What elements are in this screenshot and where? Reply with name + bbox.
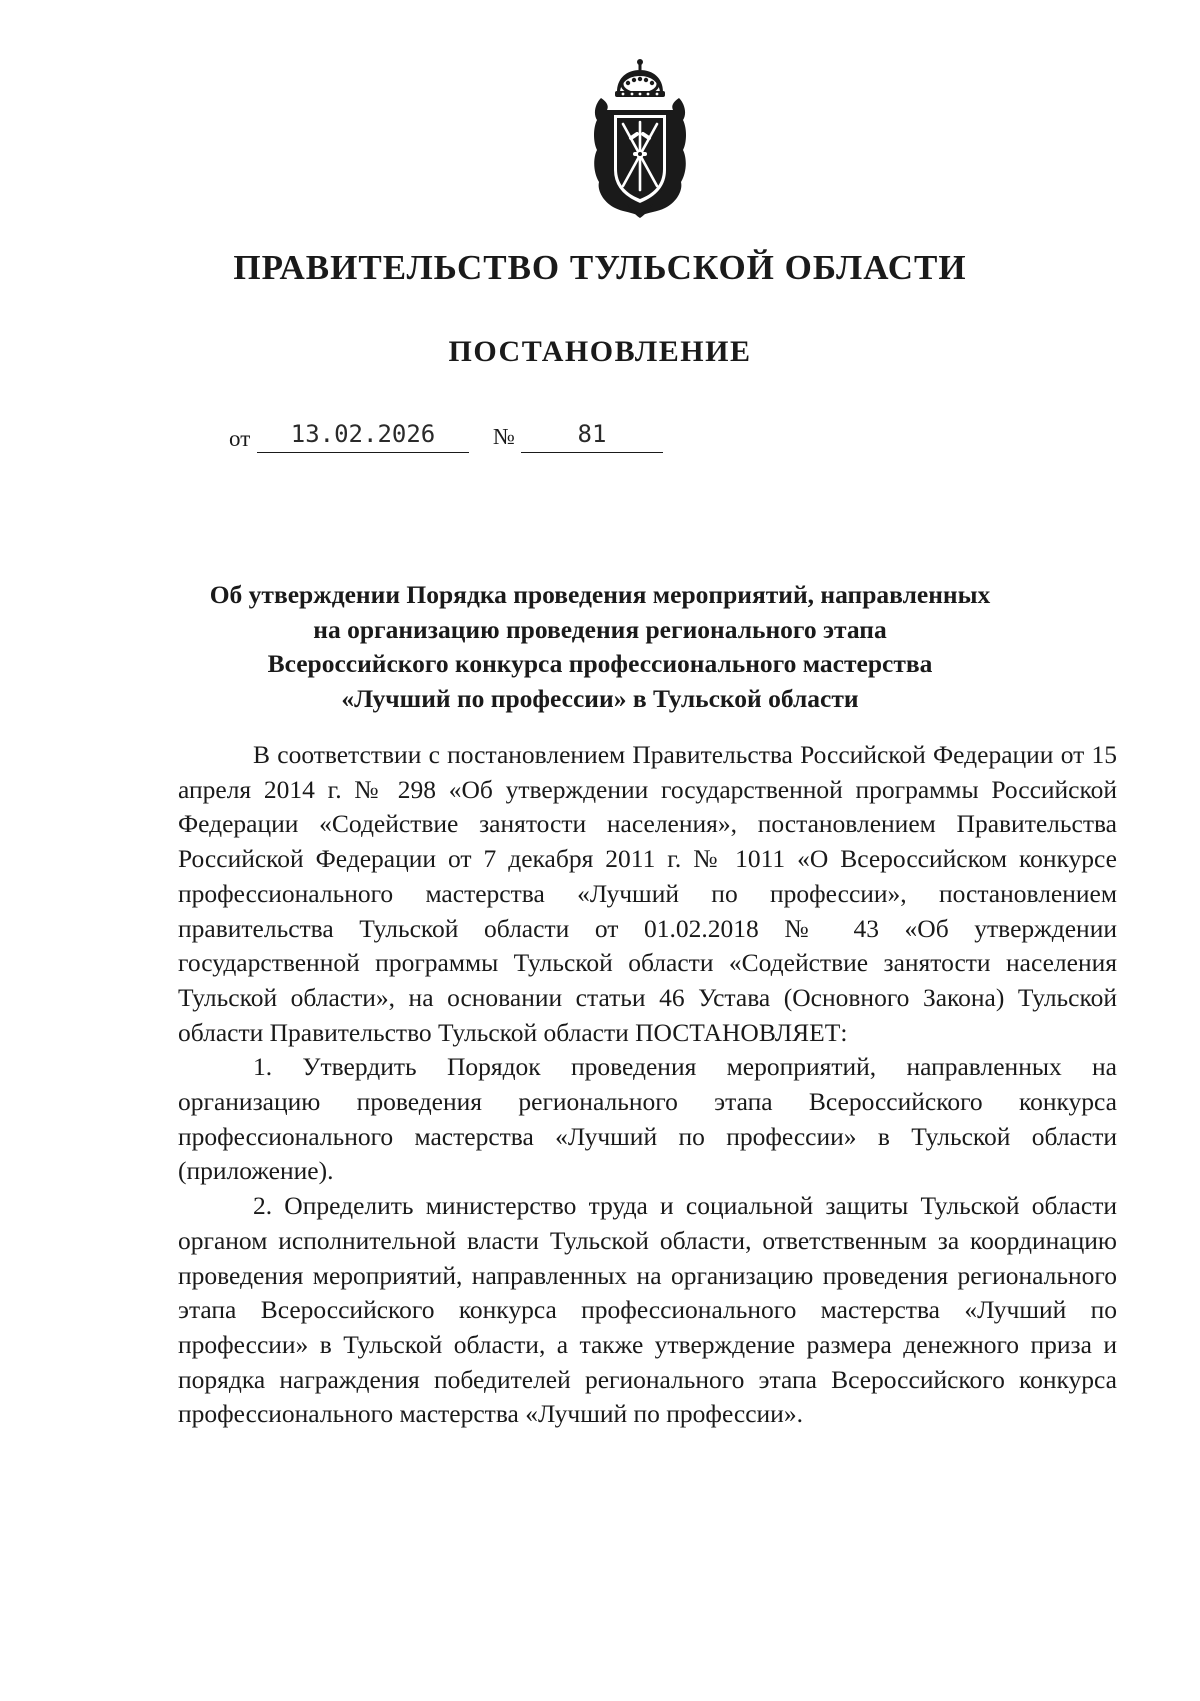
document-body bbox=[178, 738, 1117, 1432]
subject-line: на организацию проведения регионального этапа bbox=[313, 614, 887, 644]
date-label: от bbox=[229, 426, 251, 451]
coat-of-arms-icon bbox=[587, 58, 693, 218]
document-number: 81 bbox=[521, 420, 663, 453]
item-2-paragraph: 2. Определить министерство труда и социальной защиты Тульской области органом исполнительной власти Тульской области, ответственным за координацию проведения мероприятий, направленных на организацию проведения регионального этапа Всероссийского конкурса профессионального мастерства «Лучший по профессии» в Тульской области, а также утверждение размера денежного приза и порядка награждения победителей регионального этапа Всероссийского конкурса профессионального мастерства «Лучший по профессии». bbox=[178, 1191, 1117, 1429]
subject-line: Об утверждении Порядка проведения мероприятий, направленных bbox=[209, 580, 991, 609]
item-1-paragraph: 1. Утвердить Порядок проведения мероприятий, направленных на организацию проведения регионального этапа Всероссийского конкурса профессионального мастерства «Лучший по профессии» в Тульской области (приложение). bbox=[178, 1052, 1117, 1186]
preamble-paragraph: В соответствии с постановлением Правительства Российской Федерации от 15 апреля 2014 г. № 298 «Об утверждении государственной программы Российской Федерации «Содействие занятости населения», постановлением Правительства Российской Федерации от 7 декабря 2011 г. № 1011 «О Всероссийском конкурсе профессионального мастерства «Лучший по профессии», постановлением правительства Тульской области от 01.02.2018 № 43 «Об утверждении государственной программы Тульской области «Содействие занятости населения Тульской области», на основании статьи 46 Устава (Основного Закона) Тульской области Правительство Тульской области ПОСТАНОВЛЯЕТ: bbox=[178, 740, 1117, 1047]
subject-line: «Лучший по профессии» в Тульской области bbox=[341, 683, 859, 713]
organization-title: ПРАВИТЕЛЬСТВО ТУЛЬСКОЙ ОБЛАСТИ bbox=[233, 248, 967, 287]
document-subject bbox=[0, 578, 1200, 716]
document-date: 13.02.2026 bbox=[257, 420, 469, 453]
subject-line: Всероссийского конкурса профессионального мастерства bbox=[267, 649, 933, 678]
number-label: № bbox=[493, 424, 515, 449]
document-type-title: ПОСТАНОВЛЕНИЕ bbox=[448, 335, 752, 368]
